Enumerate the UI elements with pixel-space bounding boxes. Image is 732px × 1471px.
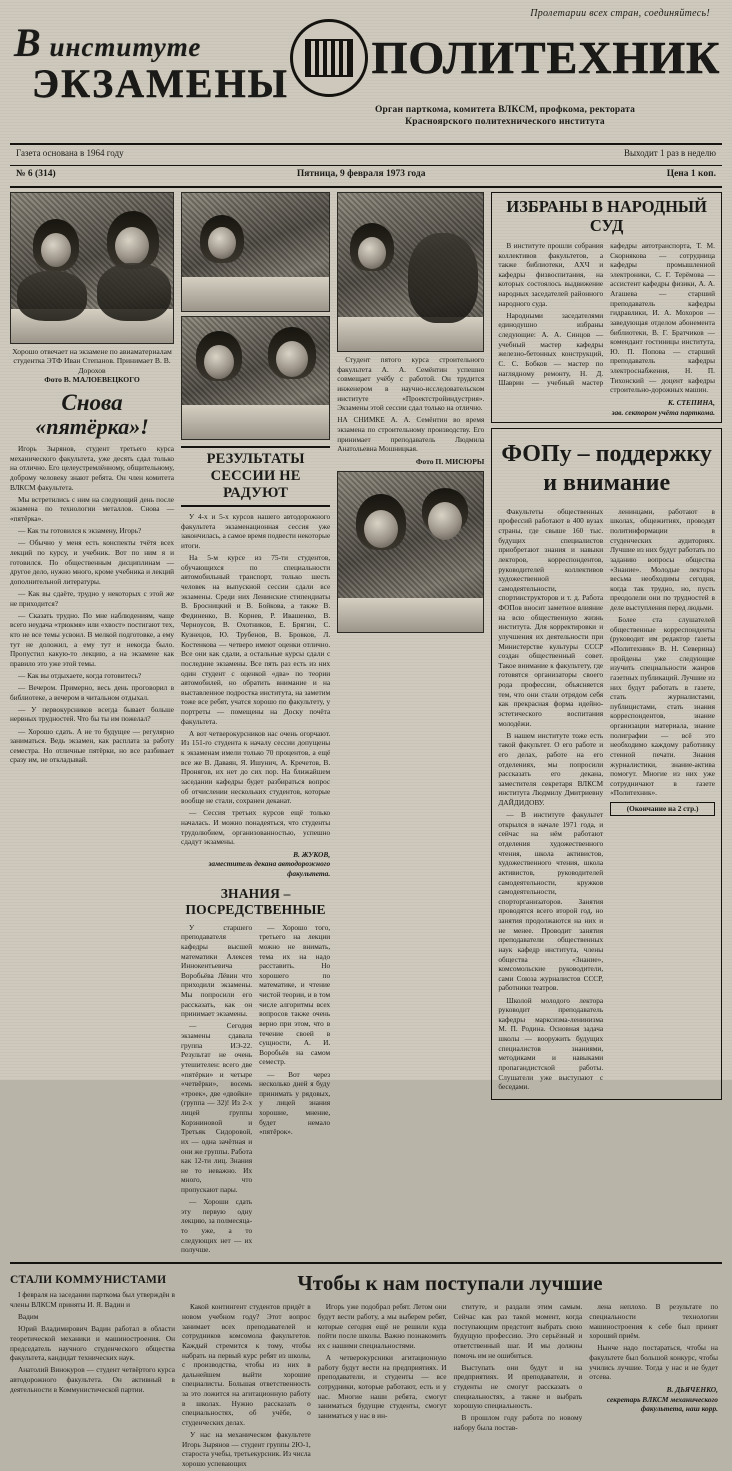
column-4 <box>491 192 722 1257</box>
photo-exam-students <box>10 192 174 344</box>
article-sud <box>491 192 722 423</box>
article-fopu <box>491 428 722 1100</box>
snova-p-4: — Как вы сдаёте, трудно у некоторых с этой же не приходится? <box>10 588 175 608</box>
photo-semyontin-credit: Фото П. МИСЮРЫ <box>415 456 485 466</box>
article-results-signature <box>181 850 330 879</box>
article-chtoby-signature <box>589 1385 718 1414</box>
masthead-center <box>288 21 722 129</box>
fopu-col-left <box>498 507 603 1095</box>
results-p-1: На 5-м курсе из 75-ти студентов, обучающихся по специальности автомобильный транспорт, только шесть человек на выпускной сессии сдали все экзамены. Среди них Ленинские стипендиаты В. Бросницкий и В. Бойкова, а также В. Фединенко, В. Корнев, Р. Ивашенко, В. Черноусов, В. Охотников, Е. Брягин, С. Кузнецов, Ю. Трубенов, В. Бровков, Л. Костенкова — четверо имеют оценки отлично. Все они как сдали, а остальные курсы сдали с последние экзамены. Все пять раз есть из них один студент с оценкой «два» по теории автомобилей, но обратить внимание и на выставленное подростка института, на заметим тоже все ребят, учатся хорошо по факультету, у портреты — помещены на Доску почёта факультета. <box>181 553 331 726</box>
chtoby-sign-name: В. ДЬЯЧЕНКО, <box>666 1384 718 1394</box>
sud-p-0: В институте прошли собрания коллективов факультетов, а также библиотеки, АХЧ и кафедры физвоспитания, на которых состоялось выдвижение народных заседателей районного народного суда. <box>498 240 604 308</box>
article-results-title: РЕЗУЛЬТАТЫ СЕССИИ НЕ РАДУЮТ <box>181 446 330 507</box>
main-columns <box>10 192 722 1257</box>
sud-sign-name: К. СТЕПИНА, <box>667 397 715 407</box>
photo-person-1-body <box>17 271 87 321</box>
bottom-column-chtoby <box>182 1268 718 1471</box>
semyontin-p-0: Студент пятого курса строительного факультета А. А. Семёнтин успешно совмещает учёбу с работой. Он трудится инженером в научно-исследовательском институте «Проектстройиндустрия». Экзамены этой сессии сдал только на отлично. <box>337 355 485 413</box>
chtoby-c3-0: ституте, и раздали этим самым. Сейчас как раз такой момент, когда поступающим предстоит выбрать свою будущую профессию. Это серьёзный и ответственный шаг. И мы должны помочь им не ошибиться. <box>453 1302 583 1360</box>
issue-number: № 6 (314) <box>16 169 56 179</box>
paper-title: ПОЛИТЕХНИК <box>371 32 721 83</box>
article-snova-title-line2: «пятёрка»! <box>35 414 149 440</box>
article-results-body <box>181 512 330 847</box>
fopu-l-0: Факультеты общественных профессий работают в 400 вузах страны, где свыше 160 тыс. будущих специалистов приобретают знания и навыки лекторов, корреспондентов, руководителей коллективов художественной самодеятельности, спортинструкторов и т. д. Работа ФОПов вносит заметное влияние на всю общественную жизнь института. Для корректировки и улучшения их деятельности при Министерстве культуры СССР создан общественный совет. Такое внимание к факультету, где готовятся организаторы своего рода профессии, объясняется тем, что они стали отрядом себя как прекрасная форма идейно-эстетического воспитания молодёжи. <box>498 506 604 728</box>
semyontin-p-1: НА СНИМКЕ А. А. Семёнтин во время экзамена по строительному производству. Его принимает преподаватель Людмила Анатольевна Мошницкая. <box>337 415 485 454</box>
snova-p-6: — Как вы отдыхаете, когда готовитесь? <box>18 670 142 680</box>
znania-l-0: У старшего преподавателя кафедры высшей математики Алексея Иннокентьевича Воробьёва Лёвин что приходили экзамены. Мы попросили его рассказать, как он принимает экзамены. <box>181 922 253 1019</box>
stali-p-3: Анатолий Винокуров — студент четвёртого курса автодорожного факультета. Он активный в деятельности в Коммунистической партии. <box>10 1365 175 1394</box>
photo-exam-credit: Фото В. МАЛОЕВЕЦКОГО <box>44 375 140 385</box>
article-stali-title: СТАЛИ КОММУНИСТАМИ <box>10 1274 167 1287</box>
photo-top-face <box>358 237 386 269</box>
chtoby-c2-1: А четверокурсники агитационную работу будут вести на предприятиях. И преподаватели, и студенты — все сотрудники, которые работают, есть и у нас. Многие наши ребята, смогут заниматься будущие студенты, смогут заниматься у нас в ин- <box>317 1353 447 1420</box>
results-p-2: А вот четверокурсников нас очень огорчают. Из 151-го студента к началу сессии допущены к экзаменам имели только 70 процентов, а ещё все же В. Даваян, Я. Ишунич, А. Кречетов, В. Пронягов, их нет до сих пор. На ближайшем заседании кафедры будет разбираться вопрос об отчислении нескольких студентов, которые вообще не стали, сохранен деканат. <box>181 728 331 806</box>
photo-filler-face <box>208 227 236 259</box>
photo-teacher-student <box>337 471 484 633</box>
issue-price: Цена 1 коп. <box>666 169 716 179</box>
photo-filler-desk <box>182 277 329 311</box>
masthead-logo-row <box>288 19 722 97</box>
results-p-0: У 4-х и 5-х курсов нашего автодорожного факультета экзаменационная сессия уже закончилась, а самое время подвести некоторые итоги. <box>181 512 331 550</box>
chtoby-c3-2: В прошлом году работа по новому набору была постав- <box>453 1413 583 1432</box>
chtoby-c4-1: Нынче надо постараться, чтобы на факультете был большой конкурс, чтобы учились лучшие. Тогда у нас и не будет отсева. <box>589 1343 718 1382</box>
article-sud-signature <box>498 398 715 417</box>
article-fopu-title <box>498 440 715 497</box>
masthead-left-line1 <box>14 20 282 65</box>
fopu-title-line1: ФОПу – поддержку <box>501 441 712 468</box>
fopu-l-1: В нашем институте тоже есть такой факультет. О его работе и его делах, работе на его отделениях, мы попросили рассказать его декана, заместителя секретаря ВЛКСМ института Людмилу Дмитриевну ДАЙДИДОВУ. <box>498 730 604 808</box>
chtoby-sign-role: секретарь ВЛКСМ механического факультета, наш корр. <box>606 1394 718 1414</box>
fopu-r-1: Более ста слушателей общественные корреспонденты (руководит им редактор газеты «Политехник» В. Н. Северина) пройдены уже следующие изучить специальности жанров газетных публикаций. Лучшие из них будут работать в газете, стать журналистами, публицистами, стать знания корреспондентов, знание организации материала, знание полиграфии — всё это необходимо каждому работнику стенной печати. Знания журналистики, знание-актива помогут. Многие из них уже сотрудничают в газете «Политехник». <box>610 615 715 798</box>
photo-person-1-face <box>41 233 71 267</box>
masthead-left-headline <box>10 20 289 106</box>
photo-exam-caption <box>10 347 174 385</box>
article-znania-title: ЗНАНИЯ – ПОСРЕДСТВЕННЫЕ <box>185 885 326 917</box>
photo-filler-top <box>181 192 330 312</box>
sud-sign-role: зав. сектором учёта парткома. <box>611 407 715 417</box>
stali-p-1: Вадим <box>18 1312 39 1322</box>
bottom-column-stali <box>10 1268 175 1471</box>
photo-student-face <box>428 502 462 540</box>
znania-r-0: — Хорошо того, третьего на лекции можно не внимать, тема их на надо расставить. Но хорошего по математике, и чтение чистой теории, и в том числе алгоритмы всех вопросов также очень верно при этом, что в течение своей в сущности, А. И. Воробьёв на самом семестр. <box>259 922 331 1067</box>
masthead-subtitle-line2: Красноярского политехнического института <box>405 116 605 127</box>
chtoby-c1-1: У нас на механическом факультете Игорь Зырянов — студент группы 2Ю-1, староста учебы, третьекурсник. Из числа хорошо успевающих <box>182 1430 311 1468</box>
article-chtoby-title: Чтобы к нам поступали лучшие <box>297 1271 603 1296</box>
photo-semyontin-text <box>337 355 484 454</box>
article-sud-body <box>498 241 715 395</box>
bottom-divider <box>10 1262 722 1264</box>
results-sign-name: В. ЖУКОВ, <box>293 849 331 859</box>
snova-p-8: — У первокурсников всегда бывает больше нервных трудностей. Что бы ты им пожелал? <box>10 704 175 724</box>
photo-exam-semyontin <box>181 316 330 440</box>
znania-l-1: — Сегодня экзамены сдавала группа ИЭ-22. Результат не очень утешителен: всего две «пятёрки» и четыре «четвёрки», восемь «троек», две «двойки» (группа — 32)! Из 2-х лицей группы Корзниновой и Третьяк Сидоровой, их — одна зачётная и они же группы. Работа как 12-ти лиц. Знания не то неважно. Их много, что пропускают пары. <box>181 1021 253 1194</box>
sud-p-1: Народными заседателями единодушно избраны следующие: А. А. Синцов — учебный мастер кафедры железно-бетонных конструкций, С. С. Бобков — мастер по наглядному ремонту, Н. Д. Шаврин — учебный мастер кафедры автотранспорта, Т. М. Скорнякова — сотрудница кафедры промышленной электроники, С. Г. Терёмова — ассистент кафедры физики, А. А. Агашева — старший преподаватель кафедры гидравлики, И. А. Мохоров — заведующая отделом абонемента библиотеки, В. Г. Братчиков — комендант гостиницы института, Ю. П. Попова — старший преподаватель кафедры электроснабжения, Н. П. Тихонский — доцент кафедры строительно-дорожных машин. <box>498 240 715 395</box>
emblem-inner-shape <box>305 39 353 77</box>
snova-p-2: — Как ты готовился к экзамену, Игорь? <box>18 526 142 536</box>
article-znania-columns <box>181 923 330 1258</box>
stali-p-0: I февраля на заседании парткома был утверждён в члены ВЛКСМ приняты И. Я. Вадин и <box>10 1290 175 1309</box>
photo-top-desk <box>338 317 483 351</box>
znania-l-2: — Хороши сдать эту первую одну лекцию, за полмесяца-то уже, а то следующих нет — их получше. <box>181 1197 253 1255</box>
institute-emblem-icon <box>290 19 368 97</box>
frequency-label: Выходит 1 раз в неделю <box>623 148 716 158</box>
fopu-l-3: Школой молодого лектора руководит преподаватель кафедры марксизма-ленинизма М. П. Родина. Основная задача школы — вооружить будущих специалистов знаниями, методиками и навыками пропагандистской работы. Слушатели уже выступают с беседами. <box>498 995 604 1092</box>
fopu-continued-note: (Окончание на 2 стр.) <box>610 802 715 816</box>
column-3 <box>337 192 484 1257</box>
znania-col-left <box>181 923 252 1258</box>
article-snova-title-line1: Снова <box>61 389 123 415</box>
founded-label: Газета основана в 1964 году <box>16 148 124 158</box>
masthead-slogan: Пролетарии всех стран, соединяйтесь! <box>530 8 710 19</box>
stali-p-2: Юрий Владимирович Вадин работал в области теоретической механики и машиностроения. Он председатель научного студенческого общества факультета, кандидат технических наук. <box>10 1324 175 1363</box>
issue-bar <box>10 166 722 182</box>
chtoby-c4-0: лена неплохо. В результате по специальности технологии машиностроения к себе был принят хороший приём. <box>589 1302 718 1341</box>
masthead-left-line2: ЭКЗАМЕНЫ <box>32 61 289 106</box>
fopu-l-2: — В институте факультет открылся в начале 1971 года, и сейчас на нём работают отделения художественного чтения, школа активистов, художественного чтения, школа активистов, руководителей самодеятельности, кружков самодеятельности, спорторганизаторов. Занятия проводятся всего второй год, но занятия продолжаются на них и не менее. Проводит занятия преподаватели общественных наук кафедр института, члены общества «Знание», комсомольские руководители, сами Союза журналистов СССР, работники театров. <box>498 810 604 993</box>
chtoby-c3-1: Выступать они будут и на предприятиях. И преподаватели, и студенты не смогут рассказать о специальностях, а также и выбрать хорошую специальность. <box>453 1362 583 1411</box>
photo-semyontin-top <box>337 192 484 352</box>
results-sign-role: заместитель декана автодорожного факультета. <box>208 859 331 878</box>
article-snova-body <box>10 444 174 765</box>
chtoby-c1-0: Какой контингент студентов придёт в новом учебном году? Этот вопрос занимает всех преподавателей и сотрудников комсомола факультетов. Каждый стремится к тому, чтобы набрать на первый курс ребят из школы, с производства, чтобы из них в дальнейшем выйти хорошие специалисты. Большая ответственность за это ложится на агитационную работу в школах. Нужно рассказать о специальностях, об учёбе, о студенческих делах. <box>182 1302 311 1427</box>
photo-person-2-body <box>97 263 171 321</box>
article-sud-title: ИЗБРАНЫ В НАРОДНЫЙ СУД <box>506 197 707 235</box>
znania-r-1: — Вот через несколько дней я буду принимать у рядовых, у лицей знания хорошие, мнение, будет немало «пятёрок». <box>259 1069 331 1137</box>
fopu-r-0: ленинцами, работают в школах, общежитиях, проводят политинформации в студенческих аудиториях. Лучшие из них будут работать по заданию вопросы общества «Знание». Молодые лекторы весьма необходимы сегодня, когда так трудно, но, пусть преодолели они по трудностей в деле выступления перед людьми. <box>610 506 715 613</box>
masthead-left-line1-b: институте <box>49 32 202 62</box>
article-chtoby-columns <box>182 1302 718 1471</box>
photo-person-2-face <box>115 227 149 265</box>
bottom-section <box>10 1268 722 1471</box>
chtoby-col-1 <box>182 1302 311 1471</box>
masthead-subtitle-line1: Орган парткома, комитета ВЛКСМ, профкома, ректората <box>374 105 636 115</box>
photo-teacher-desk <box>338 598 483 632</box>
photo-semyontin-face-2 <box>276 341 308 377</box>
results-p-3: — Сессия третьих курсов ещё только началась. И можно понадеяться, что студенты трудолюбием, организованностью, успешно сдадут экзамены. <box>181 808 331 847</box>
snova-p-7: — Вечером. Примерно, весь день проговорил в библиотеке, а вечером в читальном отдыхал. <box>10 683 175 702</box>
fopu-title-line2: и внимание <box>543 469 671 496</box>
chtoby-col-2 <box>318 1302 447 1471</box>
masthead <box>10 21 722 139</box>
column-2 <box>181 192 330 1257</box>
masthead-subtitle <box>288 105 722 129</box>
masthead-divider-3 <box>10 186 722 188</box>
photo-top-body <box>408 233 478 323</box>
article-snova-title <box>10 391 174 439</box>
article-fopu-columns <box>498 507 715 1095</box>
fopu-col-right <box>610 507 715 1095</box>
snova-p-5: — Сказать трудно. По мне наблюдениям, чаще всего неудача «трюкмя» или «хвост» постигают тех, кто не все темы усвоил. В мелкой подготовке, а ему тут не доложил, а ему тут и некогда было. Пропустил какую-то лекцию, а на экзамене как правило это уже этой темы. <box>10 610 175 668</box>
snova-p-9: — Хорошо сдать. А не то будущее — регулярно заниматься. Ведь экзамен, как расплата за работу семестра. Но отличные пятёрки, но все разбивает сразу им, не откладывай. <box>10 726 175 765</box>
chtoby-col-4 <box>589 1302 718 1471</box>
chtoby-col-3 <box>454 1302 583 1471</box>
column-1 <box>10 192 174 1257</box>
snova-p-3: — Обычно у меня есть конспекты тчётя всех лекций по курсу, и учебник. Вот по ним я и готовился. По общественным дисциплинам — другое дело, нужно много, кроме учебника и лекций дополнительной литературы. <box>10 538 175 586</box>
chtoby-c2-0: Игорь уже подобрал ребят. Летом они будут вести работу, а мы выберем ребят, которые сегодня ещё не решили куда пойти после школы. Важно познакомить их с нашими специальностями. <box>317 1302 447 1350</box>
photo-exam-caption-text: Хорошо отвечает на экзамене по авиаматериалам студентка ЭТФ Иван Степанов. Принимает В. В. Дорохов <box>12 347 172 375</box>
znania-col-right <box>259 923 330 1258</box>
snova-p-1: Мы встретились с ним на следующий день после экзамена по технологии металлов. Снова — «пятёрка». <box>10 494 175 524</box>
photo-semyontin-desk <box>182 405 329 439</box>
snova-p-0: Игорь Зырянов, студент третьего курса механического факультета, уже десять сдал только на отлично. Его целеустремлённому, общительному, доброму человеку знают ребята. Он член комитета ВЛКСМ факультета. <box>10 444 175 492</box>
masthead-info-bar <box>10 145 722 161</box>
masthead-left-line1-a: В <box>14 20 42 65</box>
photo-semyontin-face-1 <box>204 345 234 379</box>
article-stali-body <box>10 1290 175 1394</box>
issue-date: Пятница, 9 февраля 1973 года <box>296 169 426 179</box>
